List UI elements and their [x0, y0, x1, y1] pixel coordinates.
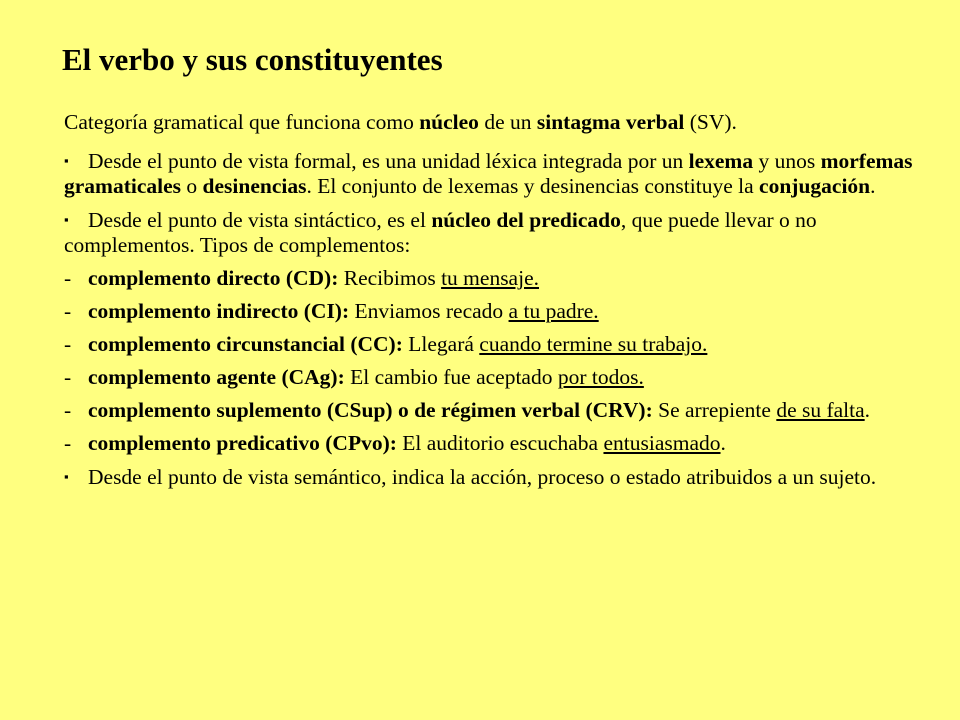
complement-item	[64, 332, 924, 357]
complement-example: El cambio fue aceptado	[344, 365, 558, 389]
complement-example: Llegará	[402, 332, 480, 356]
formal-bold-morfemas: morfemas gramaticales	[64, 149, 913, 198]
complement-underlined: por todos.	[557, 365, 644, 389]
square-bullet-icon: ▪	[64, 153, 69, 168]
square-bullet-icon: ▪	[64, 212, 69, 227]
intro-text-3: (SV).	[684, 110, 737, 134]
sintactico-bold-nucleo: núcleo del predicado	[431, 208, 621, 232]
formal-text-5: .	[870, 174, 876, 198]
complement-example: Enviamos recado	[349, 299, 509, 323]
complement-item	[64, 431, 924, 456]
complement-label: complemento circunstancial (CC):	[88, 332, 403, 356]
complement-label: complemento agente (CAg):	[88, 365, 345, 389]
intro-bold-sintagma: sintagma verbal	[536, 110, 685, 134]
square-bullet-icon: ▪	[64, 469, 69, 484]
complement-after: .	[864, 398, 871, 422]
complement-label: complemento predicativo (CPvo):	[88, 431, 397, 455]
complement-example: Recibimos	[338, 266, 442, 290]
dash-marker: -	[64, 332, 72, 356]
formal-bold-desinencias: desinencias	[202, 174, 307, 198]
complement-example: Se arrepiente	[652, 398, 777, 422]
complement-item	[64, 398, 924, 423]
complement-underlined: tu mensaje.	[441, 266, 539, 290]
formal-paragraph	[64, 148, 924, 199]
dash-marker: -	[64, 266, 72, 290]
complement-label: complemento directo (CD):	[88, 266, 339, 290]
complement-underlined: cuando termine su trabajo.	[479, 332, 708, 356]
intro-bold-nucleo: núcleo	[419, 110, 479, 134]
complement-item	[64, 299, 924, 324]
intro-text-2: de un	[478, 110, 537, 134]
dash-marker: -	[64, 398, 72, 422]
complement-after: .	[720, 431, 726, 455]
dash-marker: -	[64, 365, 72, 389]
formal-bold-conjugacion: conjugación	[759, 174, 871, 198]
intro-text-1: Categoría gramatical que funciona como	[64, 110, 420, 134]
complement-underlined: de su falta	[776, 398, 865, 422]
complement-item	[64, 266, 924, 291]
complement-item	[64, 365, 924, 390]
formal-text-1: Desde el punto de vista formal, es una unidad léxica integrada por un	[88, 149, 689, 173]
sintactico-text-1: Desde el punto de vista sintáctico, es el	[88, 208, 432, 232]
sintactico-paragraph	[64, 207, 924, 258]
complement-label: complemento suplemento (CSup) o de régimen verbal (CRV):	[88, 398, 653, 422]
semantico-paragraph	[64, 464, 924, 490]
sintactico-text-2: , que puede llevar o no complementos. Tipos de complementos:	[64, 208, 817, 257]
dash-marker: -	[64, 299, 72, 323]
formal-text-4: . El conjunto de lexemas y desinencias constituye la	[306, 174, 760, 198]
dash-marker: -	[64, 431, 72, 455]
complement-label: complemento indirecto (CI):	[88, 299, 350, 323]
intro-paragraph	[64, 110, 924, 135]
formal-text-3: o	[181, 174, 203, 198]
formal-text-2: y unos	[753, 149, 821, 173]
complement-underlined: a tu padre.	[508, 299, 599, 323]
slide-content	[64, 110, 924, 498]
complement-underlined: entusiasmado	[603, 431, 721, 455]
complement-example: El auditorio escuchaba	[396, 431, 604, 455]
semantico-text: Desde el punto de vista semántico, indica la acción, proceso o estado atribuidos a un sujeto.	[88, 465, 877, 489]
slide-title: El verbo y sus constituyentes	[62, 42, 443, 77]
formal-bold-lexema: lexema	[688, 149, 754, 173]
